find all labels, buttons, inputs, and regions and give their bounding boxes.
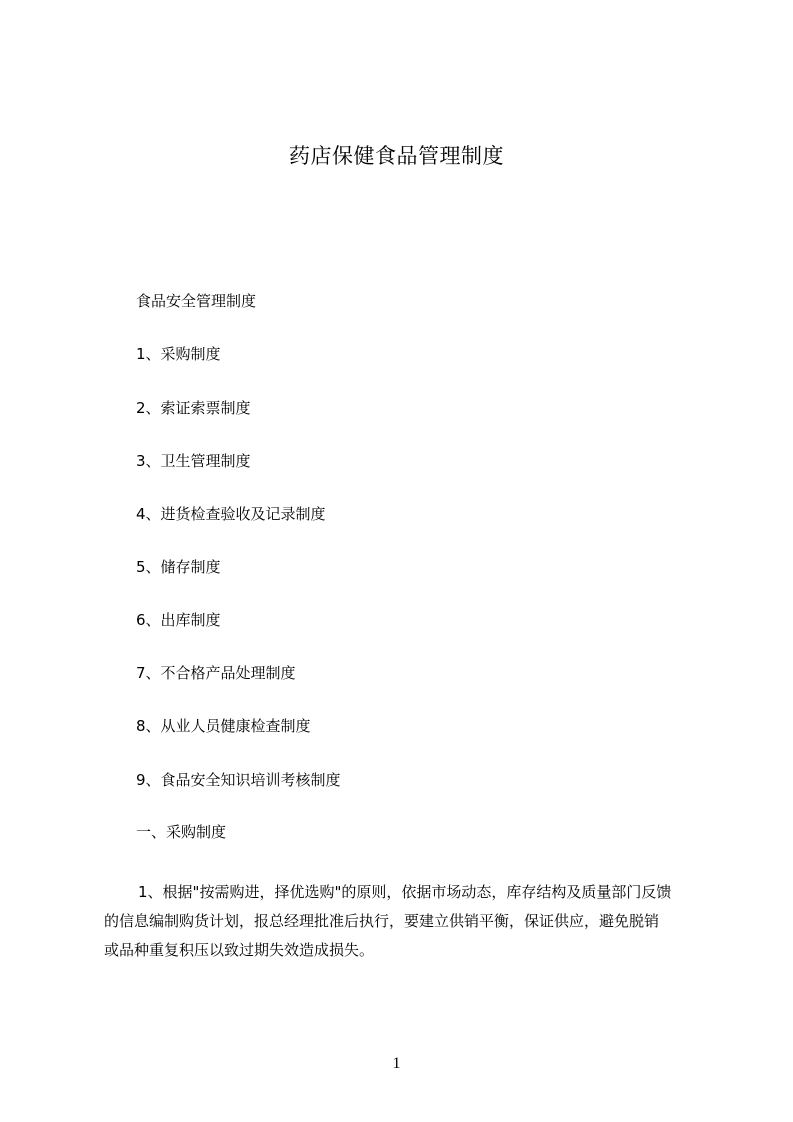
list-item: 1、采购制度 [136,345,221,363]
section-heading-procurement: 一、采购制度 [136,823,227,841]
list-item: 5、储存制度 [136,558,221,576]
list-item: 8、从业人员健康检查制度 [136,717,311,735]
list-item: 7、不合格产品处理制度 [136,664,296,682]
page-number: 1 [392,1055,401,1072]
paragraph-line: 或品种重复积压以致过期失效造成损失。 [104,941,375,959]
document-title: 药店保健食品管理制度 [289,144,504,168]
list-item: 2、索证索票制度 [136,399,251,417]
list-item: 3、卫生管理制度 [136,452,251,470]
paragraph-line: 的信息编制购货计划，报总经理批准后执行，要建立供销平衡，保证供应，避免脱销 [104,912,660,930]
procurement-paragraph [104,878,716,965]
list-item: 4、进货检查验收及记录制度 [136,505,326,523]
list-item: 9、食品安全知识培训考核制度 [136,771,341,789]
list-item: 6、出库制度 [136,611,221,629]
section-heading-food-safety: 食品安全管理制度 [136,292,257,310]
paragraph-line: 1、根据"按需购进，择优选购"的原则，依据市场动态，库存结构及质量部门反馈 [138,883,672,901]
